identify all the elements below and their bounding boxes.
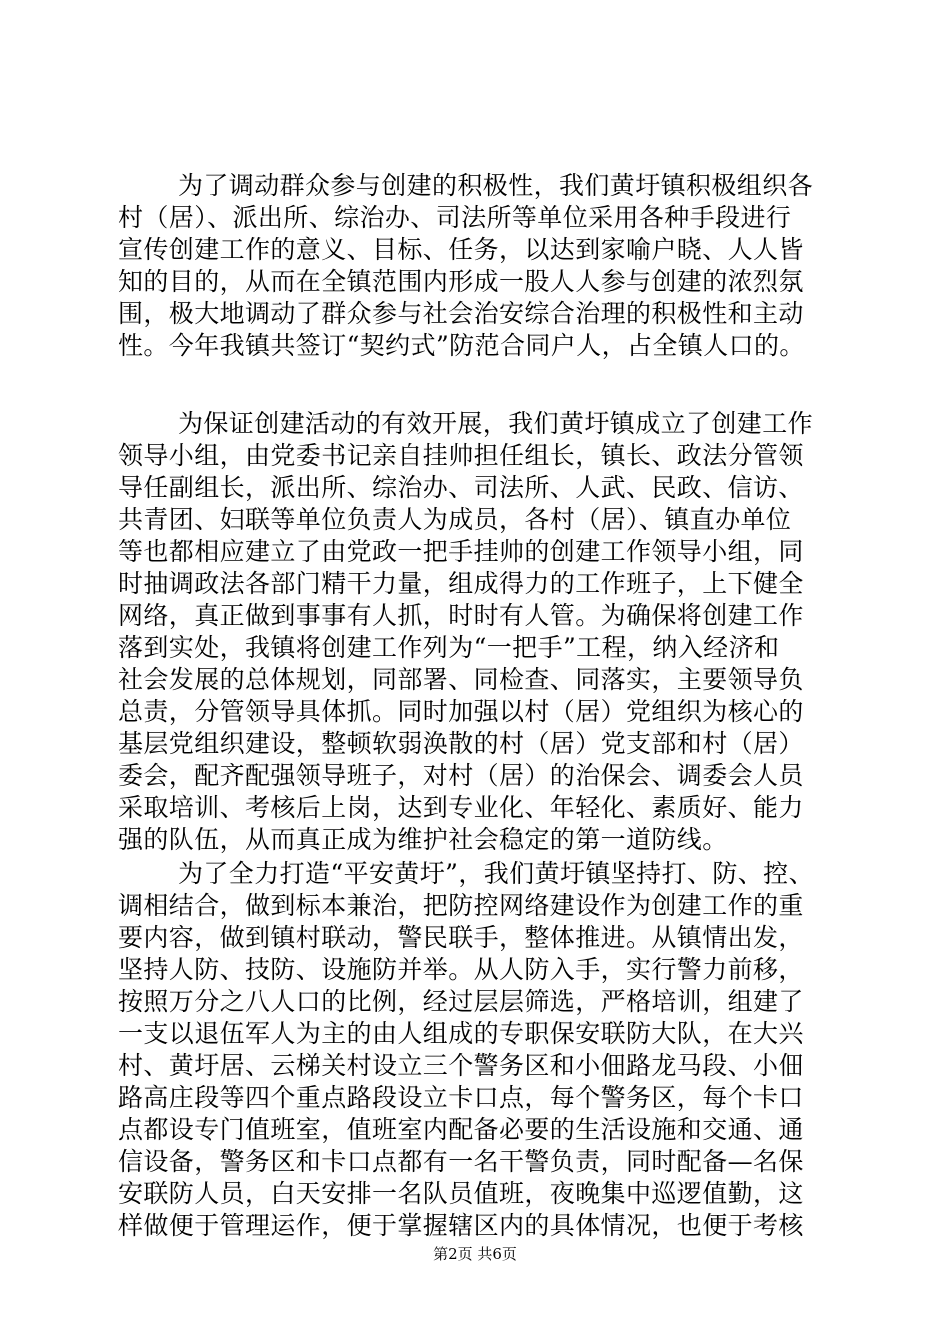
text-line: 社会发展的总体规划，同部署、同检查、同落实，主要领导负	[118, 665, 804, 694]
text-line: 时抽调政法各部门精干力量，组成得力的工作班子，上下健全	[118, 569, 804, 598]
page-number-footer: 第2页 共6页	[433, 1245, 517, 1263]
text-line: 安联防人员，白天安排一名队员值班，夜晚集中巡逻值勤，这	[118, 1179, 804, 1208]
text-line: 村（居）、派出所、综治办、司法所等单位采用各种手段进行	[118, 203, 792, 232]
paragraph-2	[118, 408, 838, 856]
text-line: 基层党组织建设，整顿软弱涣散的村（居）党支部和村（居）	[118, 729, 804, 758]
text-line: 坚持人防、技防、设施防并举。从人防入手，实行警力前移，	[118, 955, 804, 984]
text-line: 村、黄圩居、云梯关村设立三个警务区和小佃路龙马段、小佃	[118, 1051, 804, 1080]
text-line: 知的目的，从而在全镇范围内形成一股人人参与创建的浓烈氛	[118, 267, 804, 296]
text-line: 为了调动群众参与创建的积极性，我们黄圩镇积极组织各	[178, 171, 814, 200]
text-line: 性。今年我镇共签订“契约式”防范合同户人，占全镇人口的。	[118, 331, 805, 360]
text-line: 总责，分管领导具体抓。同时加强以村（居）党组织为核心的	[118, 697, 804, 726]
text-line: 落到实处，我镇将创建工作列为“一把手”工程，纳入经济和	[118, 633, 780, 662]
text-line: 委会，配齐配强领导班子，对村（居）的治保会、调委会人员	[118, 761, 804, 790]
text-line: 采取培训、考核后上岗，达到专业化、年轻化、素质好、能力	[118, 793, 804, 822]
text-line: 等也都相应建立了由党政一把手挂帅的创建工作领导小组，同	[118, 537, 804, 566]
paragraph-gap	[118, 362, 838, 408]
text-line: 领导小组，由党委书记亲自挂帅担任组长，镇长、政法分管领	[118, 441, 804, 470]
paragraph-1	[118, 170, 838, 362]
text-line: 共青团、妇联等单位负责人为成员，各村（居）、镇直办单位	[118, 505, 792, 534]
text-line: 围，极大地调动了群众参与社会治安综合治理的积极性和主动	[118, 299, 804, 328]
document-body	[118, 170, 838, 1242]
paragraph-3	[118, 858, 838, 1242]
text-line: 网络，真正做到事事有人抓，时时有人管。为确保将创建工作	[118, 601, 804, 630]
text-line: 信设备，警务区和卡口点都有一名干警负责，同时配备—名保	[118, 1147, 804, 1176]
text-line: 导任副组长，派出所、综治办、司法所、人武、民政、信访、	[118, 473, 804, 502]
text-line: 调相结合，做到标本兼治，把防控网络建设作为创建工作的重	[118, 891, 804, 920]
text-line: 为保证创建活动的有效开展，我们黄圩镇成立了创建工作	[178, 409, 814, 438]
text-line: 宣传创建工作的意义、目标、任务，以达到家喻户晓、人人皆	[118, 235, 804, 264]
text-line: 样做便于管理运作，便于掌握辖区内的具体情况，也便于考核	[118, 1211, 804, 1240]
text-line: 一支以退伍军人为主的由人组成的专职保安联防大队，在大兴	[118, 1019, 804, 1048]
text-line: 为了全力打造“平安黄圩”，我们黄圩镇坚持打、防、控、	[178, 859, 814, 888]
text-line: 按照万分之八人口的比例，经过层层筛选，严格培训，组建了	[118, 987, 804, 1016]
text-line: 要内容，做到镇村联动，警民联手，整体推进。从镇情出发，	[118, 923, 804, 952]
text-line: 强的队伍，从而真正成为维护社会稳定的第一道防线。	[118, 825, 728, 854]
text-line: 路高庄段等四个重点路段设立卡口点，每个警务区，每个卡口	[118, 1083, 804, 1112]
text-line: 点都设专门值班室，值班室内配备必要的生活设施和交通、通	[118, 1115, 804, 1144]
